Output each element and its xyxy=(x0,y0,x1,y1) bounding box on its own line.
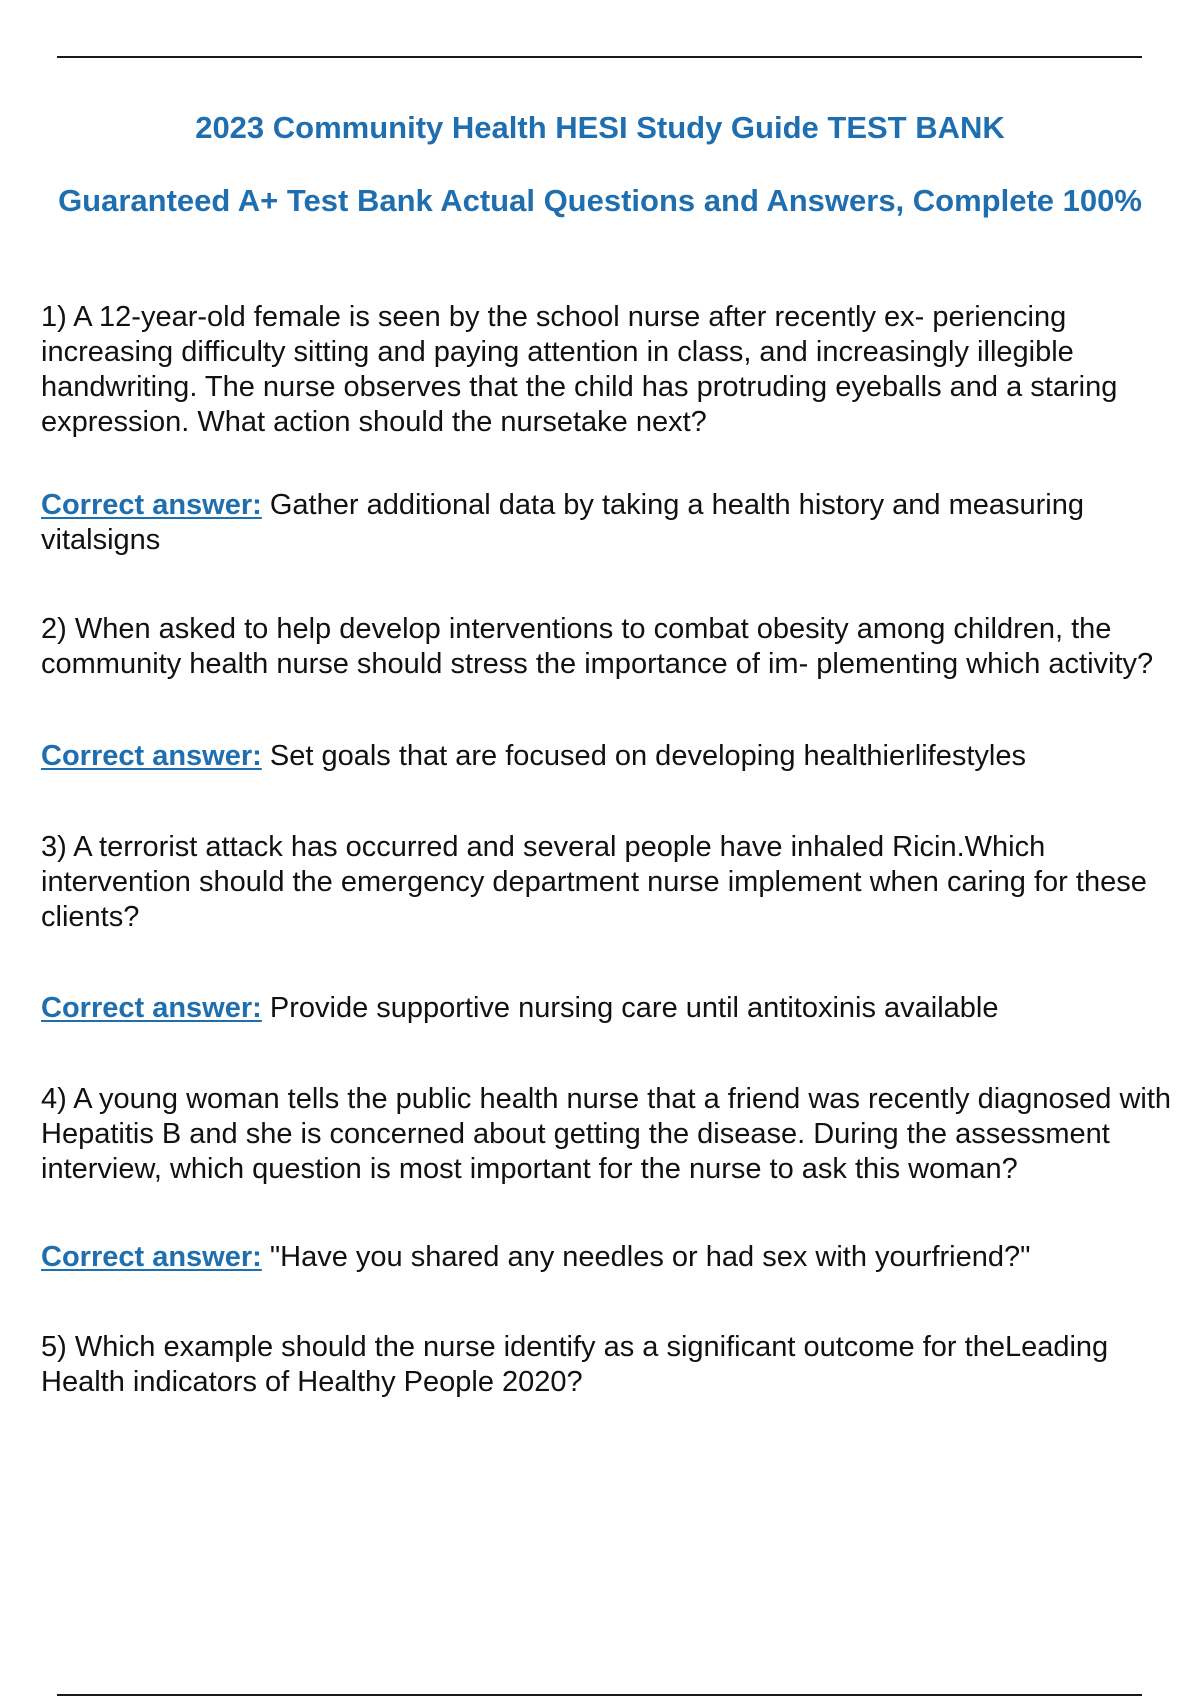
document-subtitle: Guaranteed A+ Test Bank Actual Questions and Answers, Complete 100% xyxy=(58,183,1142,218)
answer-text xyxy=(41,1240,1191,1275)
top-divider xyxy=(57,56,1142,58)
answer-text xyxy=(41,739,1191,774)
answer-value: Provide supportive nursing care until antitoxinis available xyxy=(269,992,999,1024)
correct-answer-label: Correct answer: xyxy=(41,489,262,521)
answer-value: "Have you shared any needles or had sex with yourfriend?" xyxy=(269,1241,1031,1273)
qa-list xyxy=(41,300,1191,1400)
question-text: 5) Which example should the nurse identify as a significant outcome for theLeading Health indicators of Healthy People 2020? xyxy=(41,1331,1109,1398)
answer-item xyxy=(41,1240,1191,1275)
answer-text xyxy=(41,991,1191,1026)
question-text: 4) A young woman tells the public health nurse that a friend was recently diagnosed with Hepatitis B and she is concerned about getting the disease. During the assessment interview, which question is most important for the nurse to ask this woman? xyxy=(41,1083,1172,1185)
answer-item xyxy=(41,991,1191,1026)
qa-item xyxy=(41,1330,1191,1400)
answer-value: Gather additional data by taking a health history and measuring vitalsigns xyxy=(41,489,1084,556)
question-text: 2) When asked to help develop interventions to combat obesity among children, the community health nurse should stress the importance of im- plementing which activity? xyxy=(41,613,1154,680)
correct-answer-label: Correct answer: xyxy=(41,1241,262,1273)
document-title: 2023 Community Health HESI Study Guide TEST BANK xyxy=(195,110,1005,145)
answer-text xyxy=(41,488,1191,558)
qa-item xyxy=(41,830,1191,935)
bottom-divider xyxy=(57,1694,1142,1696)
answer-value: Set goals that are focused on developing healthierlifestyles xyxy=(269,740,1026,772)
answer-item xyxy=(41,488,1191,558)
correct-answer-label: Correct answer: xyxy=(41,740,262,772)
answer-item xyxy=(41,739,1191,774)
qa-item xyxy=(41,1082,1191,1187)
correct-answer-label: Correct answer: xyxy=(41,992,262,1024)
qa-item xyxy=(41,612,1191,682)
question-text: 3) A terrorist attack has occurred and several people have inhaled Ricin.Which intervention should the emergency department nurse implement when caring for these clients? xyxy=(41,831,1147,933)
question-text: 1) A 12-year-old female is seen by the school nurse after recently ex- periencing increasing difficulty sitting and paying attention in class, and increasingly illegible handwriting. The nurse observes that the child has protruding eyeballs and a staring expression. What action should the nursetake next? xyxy=(41,301,1118,438)
qa-item xyxy=(41,300,1191,440)
